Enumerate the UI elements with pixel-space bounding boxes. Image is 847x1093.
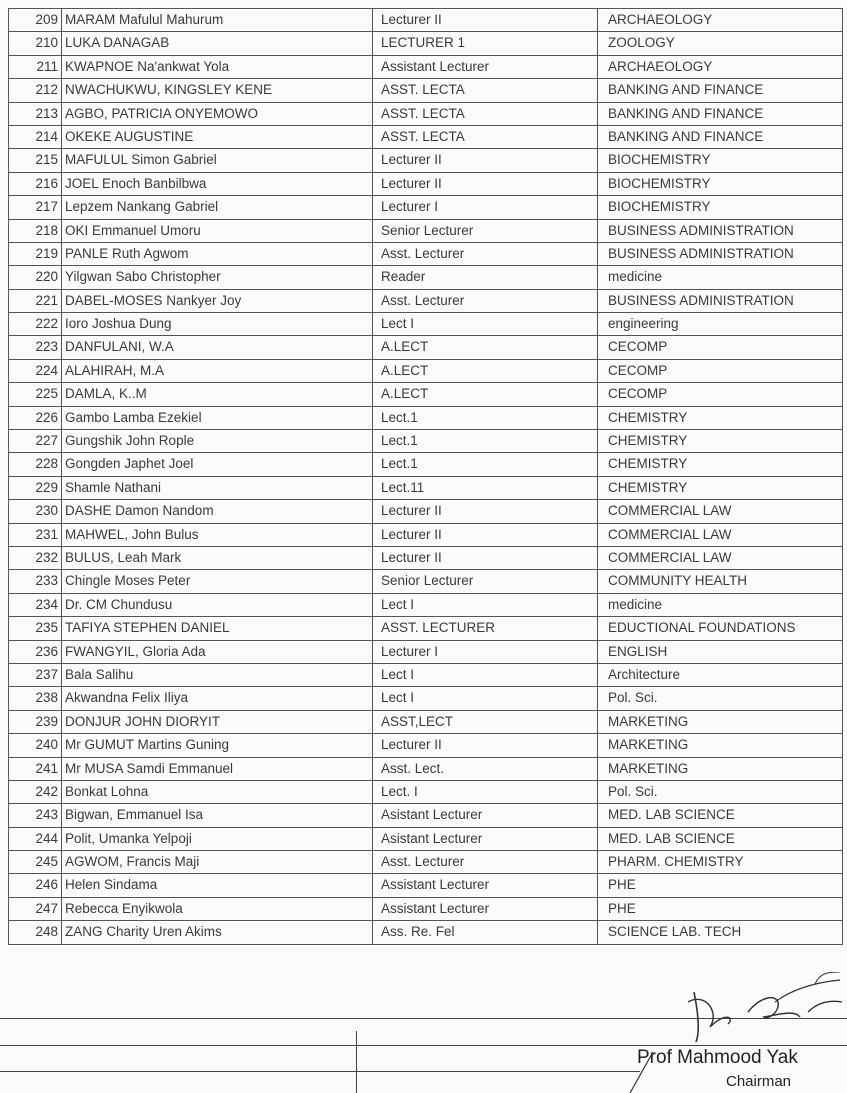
row-number: 217 bbox=[9, 196, 62, 218]
row-number: 222 bbox=[9, 313, 62, 335]
chairman-title: Chairman bbox=[726, 1073, 792, 1090]
row-number: 244 bbox=[9, 828, 62, 850]
table-row bbox=[9, 173, 843, 196]
row-number: 235 bbox=[9, 617, 62, 639]
staff-rank: Ass. Re. Fel bbox=[373, 921, 598, 943]
row-number: 220 bbox=[9, 266, 62, 288]
table-row bbox=[9, 828, 843, 851]
staff-rank: Lect I bbox=[373, 313, 598, 335]
row-number: 230 bbox=[9, 500, 62, 522]
staff-name: AGBO, PATRICIA ONYEMOWO bbox=[62, 103, 373, 125]
table-row bbox=[9, 711, 843, 734]
staff-department: COMMERCIAL LAW bbox=[598, 500, 843, 522]
staff-rank: ASST. LECTA bbox=[373, 126, 598, 148]
table-row bbox=[9, 524, 843, 547]
row-number: 212 bbox=[9, 79, 62, 101]
footer-divider-left bbox=[356, 1031, 357, 1093]
staff-name: Akwandna Felix Iliya bbox=[62, 687, 373, 709]
staff-department: COMMERCIAL LAW bbox=[598, 547, 843, 569]
row-number: 229 bbox=[9, 477, 62, 499]
staff-department: BUSINESS ADMINISTRATION bbox=[598, 243, 843, 265]
staff-rank: Reader bbox=[373, 266, 598, 288]
staff-name: PANLE Ruth Agwom bbox=[62, 243, 373, 265]
staff-department: CECOMP bbox=[598, 360, 843, 382]
table-row bbox=[9, 313, 843, 336]
staff-department: SCIENCE LAB. TECH bbox=[598, 921, 843, 943]
staff-rank: Lecturer II bbox=[373, 547, 598, 569]
staff-department: medicine bbox=[598, 266, 843, 288]
table-row bbox=[9, 804, 843, 827]
staff-rank: ASST,LECT bbox=[373, 711, 598, 733]
staff-department: Pol. Sci. bbox=[598, 687, 843, 709]
row-number: 215 bbox=[9, 149, 62, 171]
staff-rank: Lect I bbox=[373, 687, 598, 709]
staff-name: Mr GUMUT Martins Guning bbox=[62, 734, 373, 756]
row-number: 216 bbox=[9, 173, 62, 195]
row-number: 219 bbox=[9, 243, 62, 265]
row-number: 232 bbox=[9, 547, 62, 569]
table-row bbox=[9, 898, 843, 921]
staff-department: BANKING AND FINANCE bbox=[598, 79, 843, 101]
table-row bbox=[9, 921, 843, 944]
staff-department: ARCHAEOLOGY bbox=[598, 56, 843, 78]
table-row bbox=[9, 687, 843, 710]
staff-name: DANFULANI, W.A bbox=[62, 336, 373, 358]
staff-rank: Asst. Lecturer bbox=[373, 851, 598, 873]
staff-rank: Lect.1 bbox=[373, 407, 598, 429]
row-number: 225 bbox=[9, 383, 62, 405]
table-row bbox=[9, 32, 843, 55]
row-number: 228 bbox=[9, 453, 62, 475]
staff-name: DABEL-MOSES Nankyer Joy bbox=[62, 290, 373, 312]
table-row bbox=[9, 266, 843, 289]
staff-rank: Senior Lecturer bbox=[373, 570, 598, 592]
staff-department: MED. LAB SCIENCE bbox=[598, 828, 843, 850]
staff-name: Dr. CM Chundusu bbox=[62, 594, 373, 616]
table-row bbox=[9, 383, 843, 406]
staff-rank: Assistant Lecturer bbox=[373, 874, 598, 896]
table-row bbox=[9, 430, 843, 453]
staff-department: CECOMP bbox=[598, 336, 843, 358]
staff-rank: A.LECT bbox=[373, 360, 598, 382]
table-row bbox=[9, 56, 843, 79]
row-number: 242 bbox=[9, 781, 62, 803]
footer-rule-middle bbox=[0, 1045, 847, 1046]
table-row bbox=[9, 243, 843, 266]
staff-department: BIOCHEMISTRY bbox=[598, 149, 843, 171]
table-row bbox=[9, 874, 843, 897]
staff-rank: Lecturer I bbox=[373, 196, 598, 218]
staff-name: DAMLA, K..M bbox=[62, 383, 373, 405]
chairman-name: Prof Mahmood Yak bbox=[637, 1047, 798, 1068]
table-row bbox=[9, 477, 843, 500]
staff-name: Ioro Joshua Dung bbox=[62, 313, 373, 335]
staff-name: AGWOM, Francis Maji bbox=[62, 851, 373, 873]
staff-department: MARKETING bbox=[598, 758, 843, 780]
staff-rank: Assistant Lecturer bbox=[373, 56, 598, 78]
table-row bbox=[9, 360, 843, 383]
row-number: 240 bbox=[9, 734, 62, 756]
staff-department: BANKING AND FINANCE bbox=[598, 103, 843, 125]
staff-department: BUSINESS ADMINISTRATION bbox=[598, 290, 843, 312]
staff-department: ZOOLOGY bbox=[598, 32, 843, 54]
staff-name: Shamle Nathani bbox=[62, 477, 373, 499]
row-number: 224 bbox=[9, 360, 62, 382]
staff-name: ZANG Charity Uren Akims bbox=[62, 921, 373, 943]
table-row bbox=[9, 453, 843, 476]
staff-department: PHE bbox=[598, 874, 843, 896]
staff-rank: Lecturer II bbox=[373, 524, 598, 546]
staff-department: MED. LAB SCIENCE bbox=[598, 804, 843, 826]
staff-rank: Lecturer I bbox=[373, 641, 598, 663]
table-row bbox=[9, 196, 843, 219]
row-number: 247 bbox=[9, 898, 62, 920]
staff-name: KWAPNOE Na'ankwat Yola bbox=[62, 56, 373, 78]
staff-rank: Lect I bbox=[373, 594, 598, 616]
row-number: 245 bbox=[9, 851, 62, 873]
staff-rank: Lect.1 bbox=[373, 453, 598, 475]
staff-name: OKI Emmanuel Umoru bbox=[62, 220, 373, 242]
table-row bbox=[9, 407, 843, 430]
staff-table bbox=[8, 8, 843, 945]
staff-rank: ASST. LECTA bbox=[373, 79, 598, 101]
staff-rank: Senior Lecturer bbox=[373, 220, 598, 242]
staff-rank: A.LECT bbox=[373, 336, 598, 358]
table-row bbox=[9, 290, 843, 313]
row-number: 214 bbox=[9, 126, 62, 148]
staff-name: JOEL Enoch Banbilbwa bbox=[62, 173, 373, 195]
table-row bbox=[9, 617, 843, 640]
table-row bbox=[9, 781, 843, 804]
staff-rank: Asst. Lecturer bbox=[373, 243, 598, 265]
staff-name: Bala Salihu bbox=[62, 664, 373, 686]
staff-name: DONJUR JOHN DIORYIT bbox=[62, 711, 373, 733]
row-number: 236 bbox=[9, 641, 62, 663]
staff-rank: Lecturer II bbox=[373, 149, 598, 171]
table-row bbox=[9, 220, 843, 243]
table-row bbox=[9, 734, 843, 757]
staff-rank: ASST. LECTA bbox=[373, 103, 598, 125]
table-row bbox=[9, 641, 843, 664]
footer-rule-bottom bbox=[0, 1071, 640, 1072]
staff-rank: Asst. Lect. bbox=[373, 758, 598, 780]
row-number: 238 bbox=[9, 687, 62, 709]
row-number: 223 bbox=[9, 336, 62, 358]
signature-mark bbox=[680, 972, 847, 1042]
table-row bbox=[9, 149, 843, 172]
staff-department: COMMUNITY HEALTH bbox=[598, 570, 843, 592]
staff-name: Rebecca Enyikwola bbox=[62, 898, 373, 920]
staff-name: Chingle Moses Peter bbox=[62, 570, 373, 592]
staff-department: ARCHAEOLOGY bbox=[598, 9, 843, 31]
row-number: 231 bbox=[9, 524, 62, 546]
row-number: 248 bbox=[9, 921, 62, 943]
table-row bbox=[9, 758, 843, 781]
staff-department: MARKETING bbox=[598, 711, 843, 733]
staff-name: FWANGYIL, Gloria Ada bbox=[62, 641, 373, 663]
row-number: 241 bbox=[9, 758, 62, 780]
staff-department: BIOCHEMISTRY bbox=[598, 173, 843, 195]
staff-rank: Lecturer II bbox=[373, 500, 598, 522]
row-number: 227 bbox=[9, 430, 62, 452]
staff-name: MAFULUL Simon Gabriel bbox=[62, 149, 373, 171]
staff-rank: Lect.1 bbox=[373, 430, 598, 452]
staff-department: MARKETING bbox=[598, 734, 843, 756]
staff-department: CHEMISTRY bbox=[598, 477, 843, 499]
staff-department: EDUCTIONAL FOUNDATIONS bbox=[598, 617, 843, 639]
table-row bbox=[9, 103, 843, 126]
staff-rank: Lect. I bbox=[373, 781, 598, 803]
row-number: 221 bbox=[9, 290, 62, 312]
staff-name: BULUS, Leah Mark bbox=[62, 547, 373, 569]
staff-name: MARAM Mafulul Mahurum bbox=[62, 9, 373, 31]
staff-department: CHEMISTRY bbox=[598, 430, 843, 452]
staff-department: PHE bbox=[598, 898, 843, 920]
staff-rank: Lecturer II bbox=[373, 9, 598, 31]
staff-department: engineering bbox=[598, 313, 843, 335]
table-row bbox=[9, 500, 843, 523]
row-number: 209 bbox=[9, 9, 62, 31]
staff-rank: Asistant Lecturer bbox=[373, 804, 598, 826]
staff-department: Architecture bbox=[598, 664, 843, 686]
staff-rank: Asst. Lecturer bbox=[373, 290, 598, 312]
table-row bbox=[9, 851, 843, 874]
row-number: 213 bbox=[9, 103, 62, 125]
staff-department: PHARM. CHEMISTRY bbox=[598, 851, 843, 873]
staff-name: Mr MUSA Samdi Emmanuel bbox=[62, 758, 373, 780]
staff-name: Bigwan, Emmanuel Isa bbox=[62, 804, 373, 826]
staff-name: NWACHUKWU, KINGSLEY KENE bbox=[62, 79, 373, 101]
staff-rank: ASST. LECTURER bbox=[373, 617, 598, 639]
staff-name: OKEKE AUGUSTINE bbox=[62, 126, 373, 148]
footer-slash-line bbox=[625, 1050, 655, 1093]
table-row bbox=[9, 336, 843, 359]
staff-rank: Lect.11 bbox=[373, 477, 598, 499]
table-row bbox=[9, 79, 843, 102]
table-row bbox=[9, 664, 843, 687]
staff-name: Helen Sindama bbox=[62, 874, 373, 896]
row-number: 226 bbox=[9, 407, 62, 429]
staff-department: CHEMISTRY bbox=[598, 407, 843, 429]
row-number: 234 bbox=[9, 594, 62, 616]
row-number: 239 bbox=[9, 711, 62, 733]
row-number: 218 bbox=[9, 220, 62, 242]
row-number: 237 bbox=[9, 664, 62, 686]
staff-name: LUKA DANAGAB bbox=[62, 32, 373, 54]
staff-name: Bonkat Lohna bbox=[62, 781, 373, 803]
table-row bbox=[9, 126, 843, 149]
table-row bbox=[9, 570, 843, 593]
staff-rank: Lecturer II bbox=[373, 173, 598, 195]
staff-department: COMMERCIAL LAW bbox=[598, 524, 843, 546]
staff-name: Lepzem Nankang Gabriel bbox=[62, 196, 373, 218]
staff-rank: Asistant Lecturer bbox=[373, 828, 598, 850]
staff-department: CECOMP bbox=[598, 383, 843, 405]
staff-department: BUSINESS ADMINISTRATION bbox=[598, 220, 843, 242]
staff-name: Gongden Japhet Joel bbox=[62, 453, 373, 475]
staff-name: DASHE Damon Nandom bbox=[62, 500, 373, 522]
staff-department: ENGLISH bbox=[598, 641, 843, 663]
staff-name: Polit, Umanka Yelpoji bbox=[62, 828, 373, 850]
staff-name: Yilgwan Sabo Christopher bbox=[62, 266, 373, 288]
table-row bbox=[9, 9, 843, 32]
table-row bbox=[9, 594, 843, 617]
staff-rank: Assistant Lecturer bbox=[373, 898, 598, 920]
row-number: 233 bbox=[9, 570, 62, 592]
staff-name: MAHWEL, John Bulus bbox=[62, 524, 373, 546]
table-row bbox=[9, 547, 843, 570]
row-number: 243 bbox=[9, 804, 62, 826]
row-number: 210 bbox=[9, 32, 62, 54]
staff-name: Gambo Lamba Ezekiel bbox=[62, 407, 373, 429]
staff-department: BIOCHEMISTRY bbox=[598, 196, 843, 218]
staff-department: CHEMISTRY bbox=[598, 453, 843, 475]
staff-name: TAFIYA STEPHEN DANIEL bbox=[62, 617, 373, 639]
staff-rank: Lecturer II bbox=[373, 734, 598, 756]
staff-rank: Lect I bbox=[373, 664, 598, 686]
staff-department: medicine bbox=[598, 594, 843, 616]
staff-rank: LECTURER 1 bbox=[373, 32, 598, 54]
staff-rank: A.LECT bbox=[373, 383, 598, 405]
staff-name: ALAHIRAH, M.A bbox=[62, 360, 373, 382]
row-number: 211 bbox=[9, 56, 62, 78]
staff-name: Gungshik John Rople bbox=[62, 430, 373, 452]
row-number: 246 bbox=[9, 874, 62, 896]
staff-department: BANKING AND FINANCE bbox=[598, 126, 843, 148]
staff-department: Pol. Sci. bbox=[598, 781, 843, 803]
